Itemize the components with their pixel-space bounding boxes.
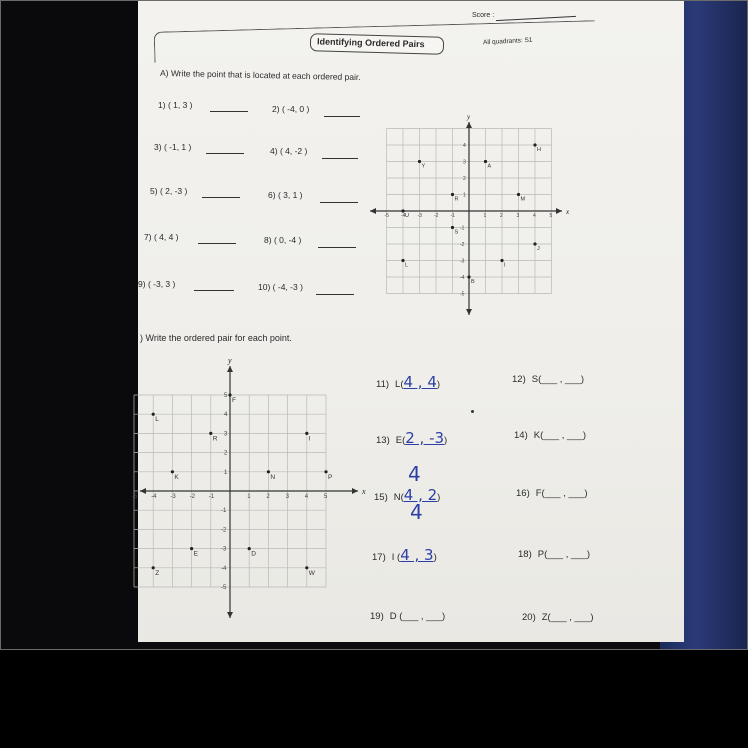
question-7: 7) ( 4, 4 ) xyxy=(144,232,179,242)
close-paren: ) xyxy=(444,435,448,446)
point-label: L xyxy=(155,416,159,424)
close-paren: ) xyxy=(584,488,588,499)
close-paren: ) xyxy=(433,552,437,563)
point-label: N xyxy=(270,473,276,481)
question-2: 2) ( -4, 0 ) xyxy=(272,104,310,114)
point-label: L xyxy=(405,262,409,269)
point-label: I xyxy=(308,435,311,443)
question-number: 14) xyxy=(514,430,528,441)
point-label: I ( xyxy=(391,552,401,563)
point-label: R xyxy=(212,435,218,443)
x-axis-label: x xyxy=(362,487,366,496)
x-tick-label: -3 xyxy=(170,494,176,500)
y-tick-label: -4 xyxy=(460,275,465,281)
point-label: L( xyxy=(395,379,404,390)
question-9: 9) ( -3, 3 ) xyxy=(138,279,176,289)
close-paren: ) xyxy=(586,549,591,560)
point-label: I xyxy=(504,262,506,269)
y-tick-label: -3 xyxy=(221,546,227,553)
x-tick-label: 1 xyxy=(247,494,251,500)
worksheet-subtitle: All quadrants: S1 xyxy=(482,36,533,47)
question-number: 18) xyxy=(518,549,532,560)
point-label: M xyxy=(520,196,526,203)
x-tick-label: 3 xyxy=(516,213,520,219)
question-10: 10) ( -4, -3 ) xyxy=(258,282,303,292)
x-tick-label: 5 xyxy=(324,494,328,500)
y-tick-label: 4 xyxy=(224,412,228,419)
point-label: A xyxy=(487,163,492,170)
point-label: S xyxy=(454,229,459,236)
question-5: 5) ( 2, -3 ) xyxy=(150,186,188,196)
x-tick-label: 4 xyxy=(304,494,309,500)
x-tick-label: -5 xyxy=(132,494,138,500)
point-label: R xyxy=(454,196,459,203)
y-tick-label: -2 xyxy=(460,242,465,248)
y-axis-label: y xyxy=(467,113,471,121)
question-3: 3) ( -1, 1 ) xyxy=(154,142,192,152)
point-label: Y xyxy=(421,163,426,170)
question-6: 6) ( 3, 1 ) xyxy=(268,190,303,200)
answer-blank[interactable]: ___ , ___ xyxy=(402,611,443,622)
x-tick-label: -1 xyxy=(208,494,215,500)
point-label: D xyxy=(251,550,256,558)
point-label: S( xyxy=(531,374,542,385)
point-label: E( xyxy=(395,435,406,446)
x-tick-label: 1 xyxy=(483,213,487,219)
point-label: K( xyxy=(533,430,544,441)
point-label: B xyxy=(471,279,475,285)
y-tick-label: -5 xyxy=(460,291,465,298)
answer-blank[interactable]: ___ , ___ xyxy=(543,430,583,441)
y-tick-label: -3 xyxy=(460,258,465,265)
point-label: Z( xyxy=(541,612,551,623)
point-label: E xyxy=(193,550,198,558)
x-tick-label: 2 xyxy=(500,213,503,219)
scribble-4-top: 4 xyxy=(408,462,421,486)
point-label: J xyxy=(537,246,540,252)
y-tick-label: -1 xyxy=(460,225,465,232)
point-label: W xyxy=(308,569,315,577)
worksheet-title: Identifying Ordered Pairs xyxy=(316,36,425,50)
answer-blank[interactable]: ___ , ___ xyxy=(547,549,587,560)
question-8: 8) ( 0, -4 ) xyxy=(264,235,302,245)
question-number: 11) xyxy=(376,379,390,390)
handwritten-answer[interactable]: 4 , 4 xyxy=(403,373,437,391)
answer-blank[interactable]: ___ , ___ xyxy=(541,374,581,385)
question-number: 17) xyxy=(372,552,386,563)
point-label: K xyxy=(174,473,179,481)
x-axis-label: x xyxy=(566,208,570,216)
question-number: 16) xyxy=(516,488,530,499)
x-tick-label: -4 xyxy=(151,494,157,500)
y-tick-label: 4 xyxy=(463,143,466,149)
x-tick-label: 4 xyxy=(533,213,536,219)
point-label: Z xyxy=(155,569,160,577)
point-label: P xyxy=(328,473,333,481)
answer-blank[interactable]: ___ , ___ xyxy=(544,488,585,499)
y-tick-label: 2 xyxy=(224,450,228,457)
score-label: Score : xyxy=(472,12,495,19)
y-tick-label: -2 xyxy=(221,527,227,534)
x-tick-label: 5 xyxy=(549,213,553,219)
y-tick-label: 5 xyxy=(224,393,228,399)
point-label: F( xyxy=(535,488,545,499)
section-a-instruction: A) Write the point that is located at each ordered pair. xyxy=(159,67,361,83)
x-tick-label: 3 xyxy=(285,494,289,500)
scribble-4-bottom: 4 xyxy=(410,500,423,524)
question-number: 13) xyxy=(376,435,390,446)
point-label: H xyxy=(537,147,541,153)
question-number: 12) xyxy=(512,374,526,385)
point-label: N( xyxy=(393,492,404,503)
section-b-instruction: ) Write the ordered pair for each point. xyxy=(140,333,292,343)
close-paren: ) xyxy=(437,492,441,503)
close-paren: ) xyxy=(590,612,594,623)
y-tick-label: 1 xyxy=(463,192,466,199)
point-label: F xyxy=(232,397,236,404)
close-paren: ) xyxy=(436,379,441,390)
x-tick-label: -2 xyxy=(189,494,195,500)
x-tick-label: -2 xyxy=(434,213,439,219)
question-4: 4) ( 4, -2 ) xyxy=(270,146,308,156)
handwritten-answer[interactable]: 2 , -3 xyxy=(405,429,445,447)
question-number: 19) xyxy=(370,611,384,622)
handwritten-answer[interactable]: 4 , 2 xyxy=(403,486,438,504)
close-paren: ) xyxy=(580,374,585,385)
close-paren: ) xyxy=(582,430,587,441)
close-paren: ) xyxy=(442,611,446,622)
y-tick-label: 3 xyxy=(224,431,228,438)
y-axis-label: y xyxy=(228,356,232,365)
y-tick-label: -4 xyxy=(221,565,227,572)
question-1: 1) ( 1, 3 ) xyxy=(158,100,193,110)
y-tick-label: -1 xyxy=(221,508,227,515)
x-tick-label: -5 xyxy=(384,213,389,219)
question-number: 20) xyxy=(522,612,536,623)
x-tick-label: -3 xyxy=(417,213,422,219)
x-tick-label: -1 xyxy=(450,213,455,219)
question-number: 15) xyxy=(374,492,388,503)
point-label: P( xyxy=(537,549,548,560)
point-label: U xyxy=(405,213,409,219)
answer-blank[interactable]: ___ , ___ xyxy=(550,612,591,623)
y-tick-label: 2 xyxy=(463,176,466,182)
handwritten-answer[interactable]: 4 , 3 xyxy=(400,546,434,564)
point-label: D ( xyxy=(389,611,403,622)
x-tick-label: 2 xyxy=(266,494,270,500)
y-tick-label: 3 xyxy=(463,159,466,166)
y-tick-label: -5 xyxy=(221,585,227,591)
x-tick-label: -4 xyxy=(401,213,406,219)
y-tick-label: 1 xyxy=(224,469,228,476)
